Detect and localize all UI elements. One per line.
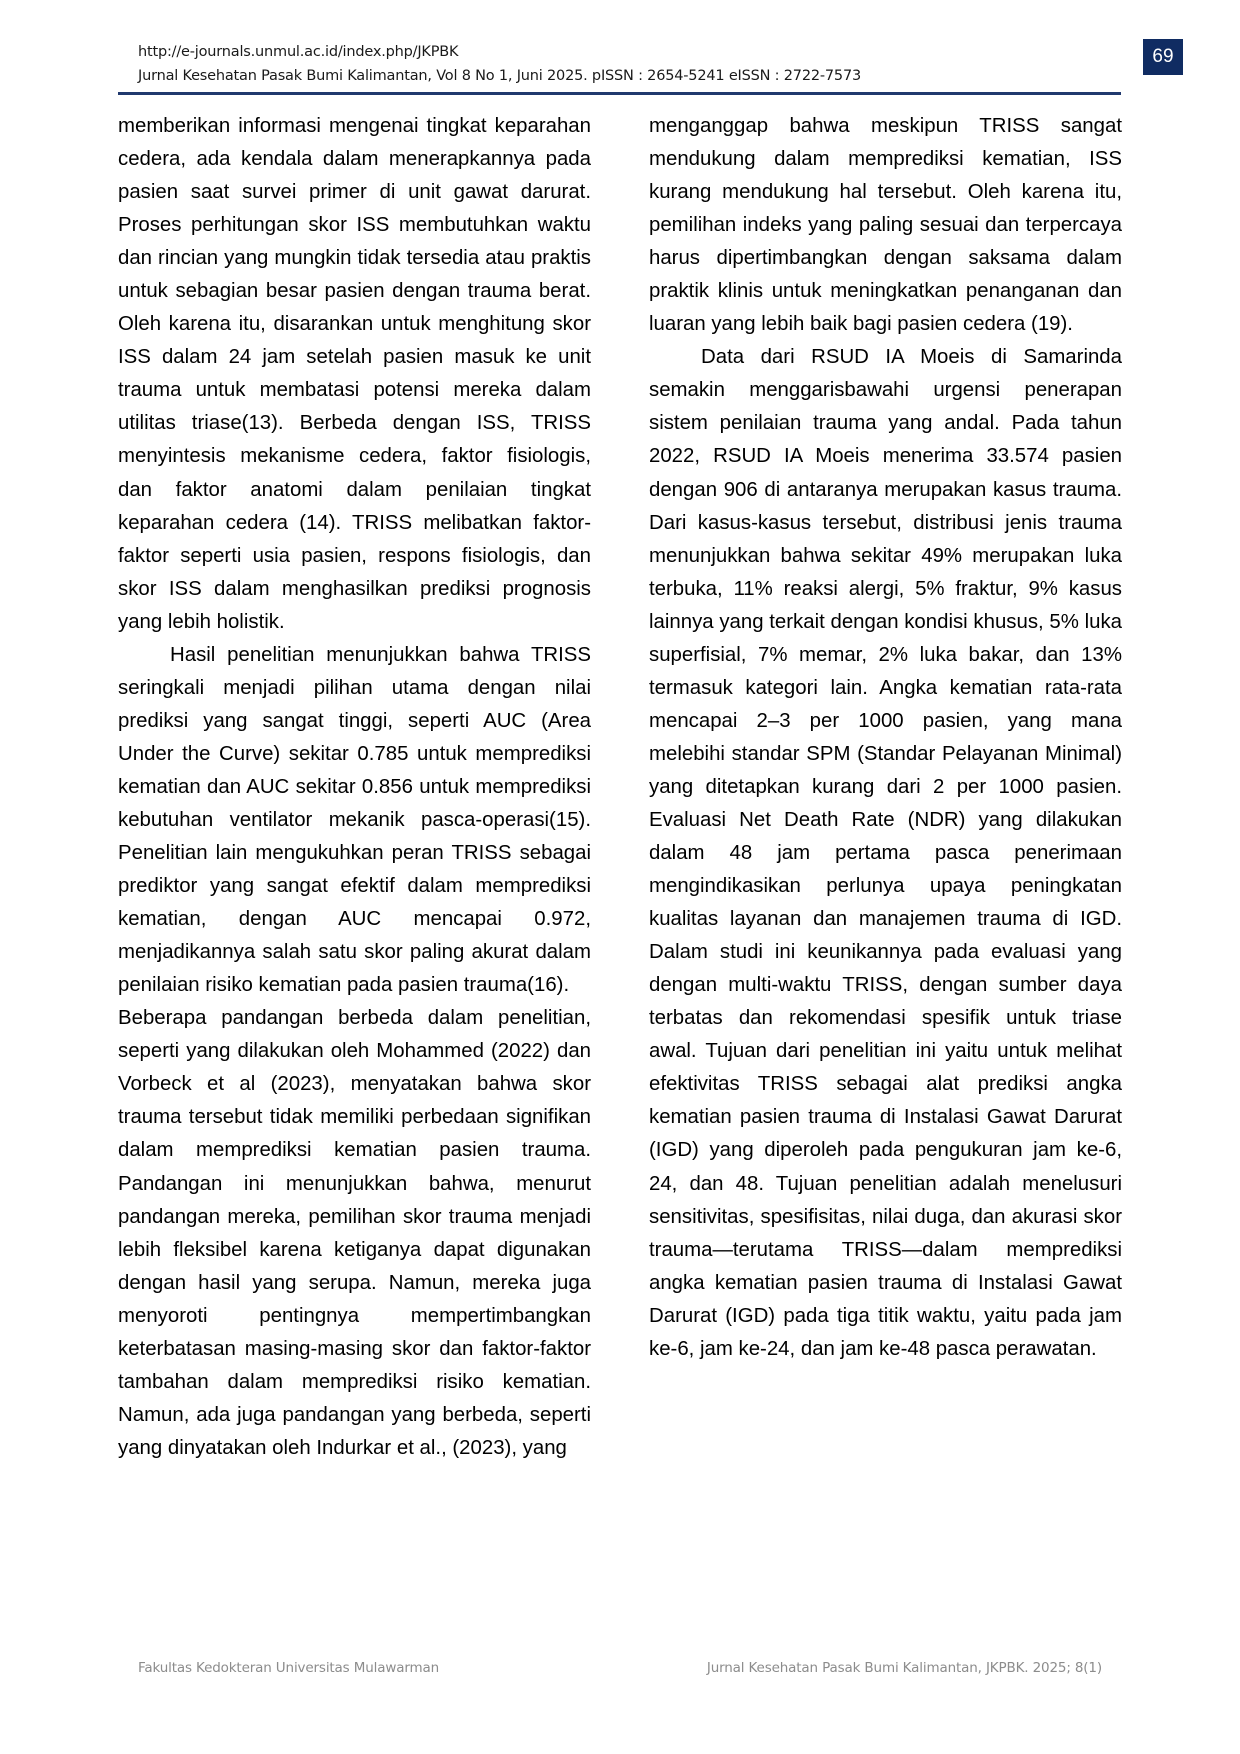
header-journal-issue: Jurnal Kesehatan Pasak Bumi Kalimantan, Vol 8 No 1, Juni 2025. pISSN : 2654-5241 eISSN : 2722-7573 xyxy=(138,68,862,84)
page-footer xyxy=(138,1660,1102,1676)
page-number-badge: 69 xyxy=(1143,39,1183,75)
paragraph: Data dari RSUD IA Moeis di Samarinda semakin menggarisbawahi urgensi penerapan sistem penilaian trauma yang andal. Pada tahun 2022, RSUD IA Moeis menerima 33.574 pasien dengan 906 di antaranya merupakan kasus trauma. Dari kasus-kasus tersebut, distribusi jenis trauma menunjukkan bahwa sekitar 49% merupakan luka terbuka, 11% reaksi alergi, 5% fraktur, 9% kasus lainnya yang terkait dengan kondisi khusus, 5% luka superfisial, 7% memar, 2% luka bakar, dan 13% termasuk kategori lain. Angka kematian rata-rata mencapai 2–3 per 1000 pasien, yang mana melebihi standar SPM (Standar Pelayanan Minimal) yang ditetapkan kurang dari 2 per 1000 pasien. Evaluasi Net Death Rate (NDR) yang dilakukan dalam 48 jam pertama pasca penerimaan mengindikasikan perlunya upaya peningkatan kualitas layanan dan manajemen trauma di IGD. Dalam studi ini keunikannya pada evaluasi yang dengan multi-waktu TRISS, dengan sumber daya terbatas dan rekomendasi spesifik untuk triase awal. Tujuan dari penelitian ini yaitu untuk melihat efektivitas TRISS sebagai alat prediksi angka kematian pasien trauma di Instalasi Gawat Darurat (IGD) yang diperoleh pada pengukuran jam ke-6, 24, dan 48. Tujuan penelitian adalah menelusuri sensitivitas, spesifisitas, nilai duga, dan akurasi skor trauma—terutama TRISS—dalam memprediksi angka kematian pasien trauma di Instalasi Gawat Darurat (IGD) pada tiga titik waktu, yaitu pada jam ke-6, jam ke-24, dan jam ke-48 pasca perawatan. xyxy=(649,346,1122,1360)
header-divider xyxy=(118,92,1121,95)
left-column xyxy=(118,110,591,1465)
right-column xyxy=(649,110,1122,1465)
two-column-body xyxy=(118,110,1122,1465)
footer-institution: Fakultas Kedokteran Universitas Mulawarman xyxy=(138,1660,440,1676)
footer-journal-citation: Jurnal Kesehatan Pasak Bumi Kalimantan, JKPBK. 2025; 8(1) xyxy=(706,1660,1102,1676)
header-citation-block xyxy=(138,40,1102,88)
paragraph: Beberapa pandangan berbeda dalam penelitian, seperti yang dilakukan oleh Mohammed (2022) dan Vorbeck et al (2023), menyatakan bahwa skor trauma tersebut tidak memiliki perbedaan signifikan dalam memprediksi kematian pasien trauma. Pandangan ini menunjukkan bahwa, menurut pandangan mereka, pemilihan skor trauma menjadi lebih fleksibel karena ketiganya dapat digunakan dengan hasil yang serupa. Namun, mereka juga menyoroti pentingnya mempertimbangkan keterbatasan masing-masing skor dan faktor-faktor tambahan dalam memprediksi risiko kematian. Namun, ada juga pandangan yang berbeda, seperti yang dinyatakan oleh Indurkar et al., (2023), yang xyxy=(118,1007,591,1459)
paragraph: memberikan informasi mengenai tingkat keparahan cedera, ada kendala dalam menerapkannya pada pasien saat survei primer di unit gawat darurat. Proses perhitungan skor ISS membutuhkan waktu dan rincian yang mungkin tidak tersedia atau praktis untuk sebagian besar pasien dengan trauma berat. Oleh karena itu, disarankan untuk menghitung skor ISS dalam 24 jam setelah pasien masuk ke unit trauma untuk membatasi potensi mereka dalam utilitas triase(13). Berbeda dengan ISS, TRISS menyintesis mekanisme cedera, faktor fisiologis, dan faktor anatomi dalam penilaian tingkat keparahan cedera (14). TRISS melibatkan faktor-faktor seperti usia pasien, respons fisiologis, dan skor ISS dalam menghasilkan prediksi prognosis yang lebih holistik. xyxy=(118,115,591,633)
paragraph: Hasil penelitian menunjukkan bahwa TRISS seringkali menjadi pilihan utama dengan nilai prediksi yang sangat tinggi, seperti AUC (Area Under the Curve) sekitar 0.785 untuk memprediksi kematian dan AUC sekitar 0.856 untuk memprediksi kebutuhan ventilator mekanik pasca-operasi(15). Penelitian lain mengukuhkan peran TRISS sebagai prediktor yang sangat efektif dalam memprediksi kematian, dengan AUC mencapai 0.972, menjadikannya salah satu skor paling akurat dalam penilaian risiko kematian pada pasien trauma(16). xyxy=(118,643,591,997)
page-header xyxy=(138,40,1102,88)
paragraph: menganggap bahwa meskipun TRISS sangat mendukung dalam memprediksi kematian, ISS kurang mendukung hal tersebut. Oleh karena itu, pemilihan indeks yang paling sesuai dan terpercaya harus dipertimbangkan dengan saksama dalam praktik klinis untuk meningkatkan penanganan dan luaran yang lebih baik bagi pasien cedera (19). xyxy=(649,115,1122,336)
header-journal-url: http://e-journals.unmul.ac.id/index.php/JKPBK xyxy=(138,44,459,60)
